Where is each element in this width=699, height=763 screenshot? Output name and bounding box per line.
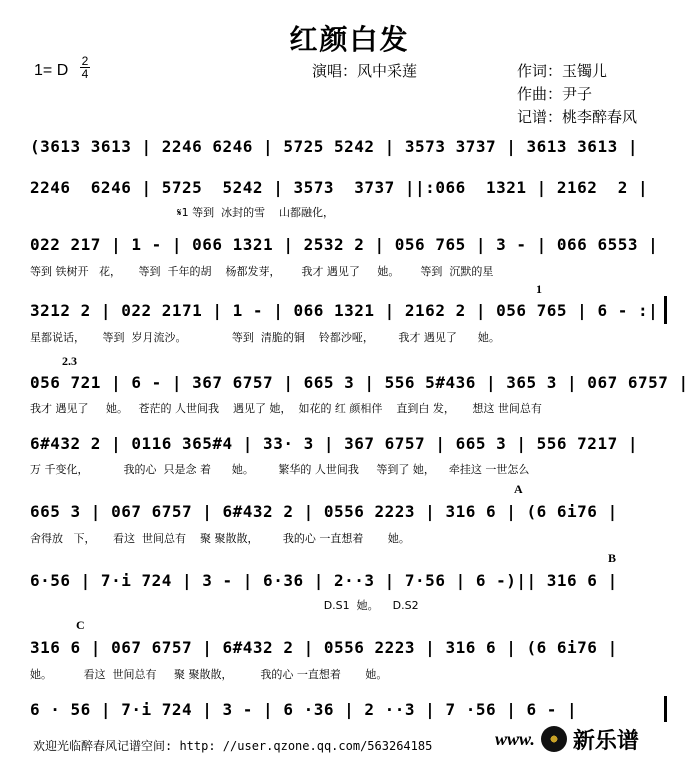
lyric-line-2: 𝄋1 等到 冰封的雪 山都融化， [30,206,335,219]
lyric-line-9: 她。 看这 世间总有 聚 聚散散， 我的心 一直想着 她。 [30,668,388,681]
score-line-10: 6 · 56 | 7·i 724 | 3 - | 6 ·36 | 2 ··3 | 7 ·56 | 6 - | [30,700,578,719]
singer-credit: 演唱：风中采莲 [312,62,418,80]
meter-top: 2 [81,54,89,68]
credits-block [517,60,637,129]
song-title: 红颜白发 [289,23,410,56]
lyric-line-8: D.S1 她。 D.S2 [30,599,419,612]
score-line-2: 2246 6246 | 5725 5242 | 3573 3737 ||:066 1321 | 2162 2 | [30,178,649,197]
score-line-5: 056 721 | 6 - | 367 6757 | 665 3 | 556 5#436 | 365 3 | 067 6757 | [30,373,689,392]
section-c-marker: C [76,618,85,632]
logo-brand: 新乐谱 [572,728,639,754]
lyric-line-4: 星都说话， 等到 岁月流沙。 等到 清脆的铜 铃都沙哑， 我才 遇见了 她。 [30,331,500,344]
section-b-marker: B [608,551,617,565]
record-disc-icon [541,726,567,752]
volta-1-marker: 1 [536,282,542,296]
score-line-9: 316 6 | 067 6757 | 6#432 2 | 0556 2223 | 316 6 | (6 6i76 | [30,638,618,657]
lyricist-credit: 作词：玉镯儿 [517,62,608,80]
key-signature: 1= D [34,62,69,79]
score-line-4: 3212 2 | 022 2171 | 1 - | 066 1321 | 2162 2 | 056 765 | 6 - :| [30,301,659,320]
final-bar [664,696,667,722]
section-a-marker: A [514,482,523,496]
lyric-line-7: 舍得放 下， 看这 世间总有 聚 聚散散， 我的心 一直想着 她。 [30,532,410,545]
score-line-1: (3613 3613 | 2246 6246 | 5725 5242 | 3573 3737 | 3613 3613 | [30,137,638,156]
footer-text: 欢迎光临醉春风记谱空间: http: //user.qzone.qq.com/563264185 [33,739,433,753]
transcriber-credit: 记谱：桃李醉春风 [517,108,638,126]
lyric-line-5: 我才 遇见了 她。 苍茫的 人世间我 遇见了 她， 如花的 红 颜相伴 直到白 发， 想这 世间总有 [30,402,542,415]
composer-credit: 作曲：尹子 [517,85,593,103]
score-line-7: 665 3 | 067 6757 | 6#432 2 | 0556 2223 | 316 6 | (6 6i76 | [30,502,618,521]
score-line-8: 6·56 | 7·i 724 | 3 - | 6·36 | 2··3 | 7·56 | 6 -)|| 316 6 | [30,571,618,590]
repeat-end-bar [664,296,667,324]
volta-23-marker: 2.3 [62,354,77,368]
time-signature [78,55,92,80]
lyric-line-3: 等到 铁树开 花， 等到 千年的胡 杨都发芽， 我才 遇见了 她。 等到 沉默的星 [30,265,494,278]
score-line-3: 022 217 | 1 - | 066 1321 | 2532 2 | 056 765 | 3 - | 066 6553 | [30,235,659,254]
lyric-line-6: 万 千变化， 我的心 只是念 着 她。 繁华的 人世间我 等到了 她， 牵挂这 一世怎么 [30,463,530,476]
site-logo[interactable] [495,722,639,756]
score-line-6: 6#432 2 | 0116 365#4 | 33· 3 | 367 6757 | 665 3 | 556 7217 | [30,434,638,453]
logo-www: www. [495,728,535,749]
meter-bottom: 4 [81,67,89,81]
